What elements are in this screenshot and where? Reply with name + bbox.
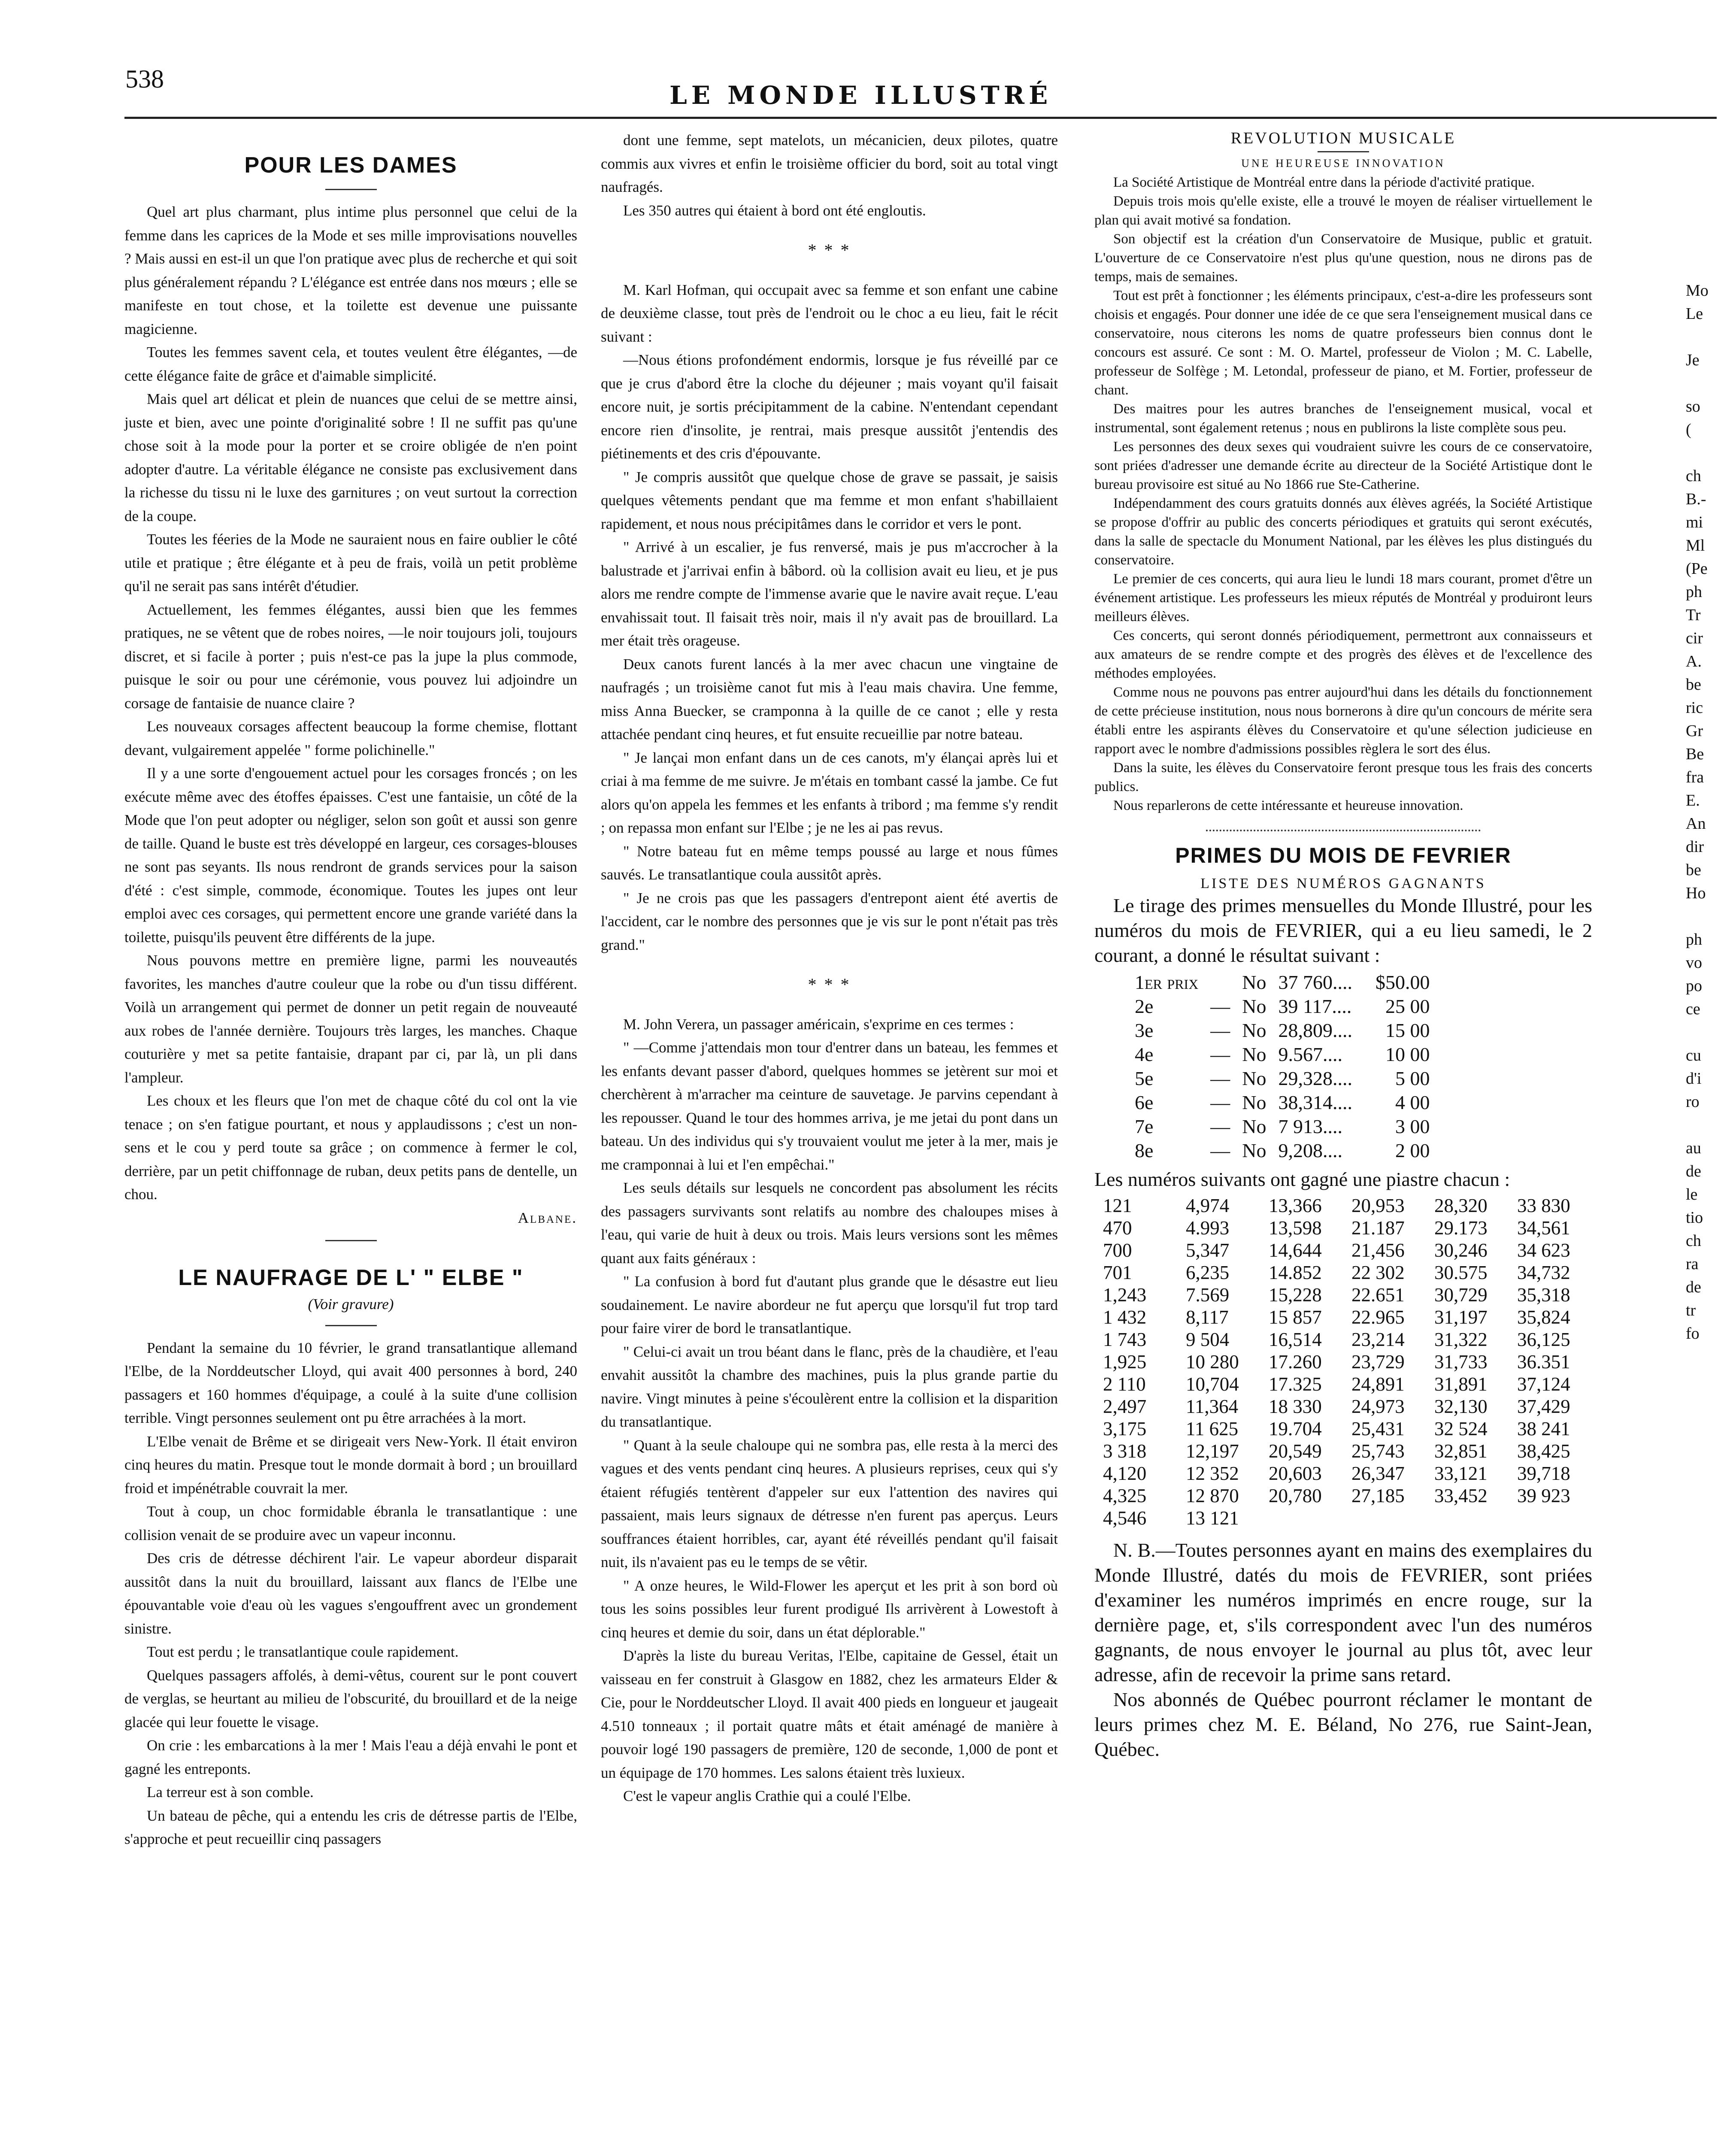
winning-number bbox=[1517, 1507, 1592, 1529]
paragraph: dont une femme, sept matelots, un mécanicien, deux pilotes, quatre commis aux vivres et enfin le troisième officier du bord, soit au total vingt naufragés. bbox=[601, 132, 1058, 195]
winning-number: 700 bbox=[1103, 1240, 1132, 1261]
winning-number: 20,549 bbox=[1269, 1440, 1322, 1462]
edge-fragment: Mo bbox=[1686, 282, 1709, 300]
winning-number: 30.575 bbox=[1434, 1262, 1488, 1283]
edge-fragment: ra bbox=[1686, 1255, 1699, 1273]
winning-number: 38,425 bbox=[1517, 1440, 1570, 1462]
edge-fragment bbox=[1686, 1113, 1733, 1137]
dames-article bbox=[124, 200, 577, 1206]
edge-fragment: ce bbox=[1686, 1000, 1700, 1018]
winning-number: 4,546 bbox=[1103, 1507, 1147, 1529]
edge-fragment: mi bbox=[1686, 513, 1703, 531]
prize-amount: 10 00 bbox=[1385, 1043, 1430, 1065]
paragraph: Deux canots furent lancés à la mer avec chacun une vingtaine de naufragés ; un troisième canot fut mis à l'eau mais chavira. Une femme, miss Anna Buecker, se cramponna à la quille de ce canot ; elle y resta attachée pendant cinq heures, et fut ensuite recueillie par notre bateau. bbox=[601, 655, 1058, 743]
revolution-title: REVOLUTION MUSICALE bbox=[1230, 129, 1456, 147]
edge-fragment: Tr bbox=[1686, 606, 1701, 624]
edge-fragment: tio bbox=[1686, 1209, 1703, 1227]
paragraph: Quelques passagers affolés, à demi-vêtus, courent sur le pont couvert de verglas, se heurtant au milieu de l'obscurité, du brouillard et de la neige glacée qui leur fouette le visage. bbox=[124, 1667, 577, 1731]
paragraph: Des maitres pour les autres branches de l'enseignement musical, vocal et instrumental, sont également retenus ; nous en publirons la liste complète sous peu. bbox=[1094, 401, 1592, 436]
dotted-divider bbox=[1206, 830, 1481, 831]
paragraph: —Nous étions profondément endormis, lorsque je fus réveillé par ce que je crus d'abord être la cloche du déjeuner ; mais voyant qu'il faisait encore nuit, je sortis précipitamment de la cabine. N'entendant cependant encore rien d'insolite, je rentrai, mais presque aussitôt j'entendis des piétinements et des cris d'épouvante. bbox=[601, 352, 1058, 462]
winning-number: 12 870 bbox=[1186, 1485, 1239, 1506]
paragraph: " —Comme j'attendais mon tour d'entrer dans un bateau, les femmes et les enfants devant passer d'abord, quelques hommes se jetèrent sur moi et cherchèrent à m'arracher ma ceinture de sauvetage. Je parvins cependant à les repousser. Quand le tour des hommes arriva, je me jetai du pont dans un bateau. Un des individus qui s'y trouvaient voulut me jeter à la mer, mais je me cramponnai à lui et l'en empêchai." bbox=[601, 1039, 1058, 1173]
paragraph: C'est le vapeur anglis Crathie qui a coulé l'Elbe. bbox=[623, 1788, 911, 1804]
paragraph: Comme nous ne pouvons pas entrer aujourd'hui dans les détails du fonctionnement de cette précieuse institution, nous nous bornerons à dire qu'un concours de mérite sera établi entre les aspirants élèves du Conservatoire et qu'une sélection judicieuse en rapport avec le nombre d'admissions possibles règlera le sort des élus. bbox=[1094, 685, 1592, 757]
prize-no-label: No bbox=[1242, 1043, 1266, 1065]
prize-rank: 8e bbox=[1135, 1140, 1154, 1161]
winning-number: 36,125 bbox=[1517, 1329, 1570, 1350]
winning-number: 4,120 bbox=[1103, 1463, 1147, 1484]
paragraph: Ces concerts, qui seront donnés périodiquement, permettront aux connaisseurs et aux amateurs de se rendre compte et des progrès des élèves et de l'excellence des méthodes employées. bbox=[1094, 628, 1592, 681]
winning-number: 35,318 bbox=[1517, 1284, 1570, 1306]
prize-row bbox=[1129, 1091, 1436, 1115]
paragraph: Quel art plus charmant, plus intime plus personnel que celui de la femme dans les caprices de la Mode et ses mille improvisations nouvelles ? Mais aussi en est-il un que l'on pratique avec plus de recherche et qui soit plus généralement répandu ? L'élégance est entrée dans nos mœurs ; elle se manifeste en tout chose, et la toilette est devenue une puissante magicienne. bbox=[124, 203, 577, 337]
winning-number: 3 318 bbox=[1103, 1440, 1147, 1462]
winning-number: 24,891 bbox=[1351, 1373, 1405, 1395]
winning-number: 14,644 bbox=[1269, 1240, 1322, 1261]
winning-number: 25,431 bbox=[1351, 1418, 1405, 1440]
prize-amount: 25 00 bbox=[1385, 995, 1430, 1017]
column-2 bbox=[601, 129, 1058, 1808]
winning-number: 34,732 bbox=[1517, 1262, 1570, 1283]
naufrage-subtitle: (Voir gravure) bbox=[308, 1296, 394, 1312]
winning-number: 31,197 bbox=[1434, 1306, 1488, 1328]
winning-number bbox=[1351, 1507, 1427, 1529]
winning-number: 28,320 bbox=[1434, 1195, 1488, 1216]
paragraph: Tout est prêt à fonctionner ; les éléments principaux, c'est-a-dire les professeurs sont choisis et engagés. Pour donner une idée de ce que sera l'enseignement musical dans ce conservatoire, nous citerons les noms de quatre professeurs bien connus dont le concours est assuré. Ce sont : M. O. Martel, professeur de Violon ; M. C. Labelle, professeur de Solfège ; M. Letondal, professeur de piano, et M. Fortier, professeur de chant. bbox=[1094, 288, 1592, 398]
edge-fragment: po bbox=[1686, 977, 1702, 995]
winning-number: 13,598 bbox=[1269, 1217, 1322, 1239]
prize-number: 7 913.... bbox=[1278, 1115, 1343, 1137]
paragraph: Tout est perdu ; le transatlantique coule rapidement. bbox=[147, 1643, 459, 1660]
edge-fragment: ro bbox=[1686, 1093, 1700, 1111]
winning-number: 20,780 bbox=[1269, 1485, 1322, 1506]
prize-amount: 5 00 bbox=[1395, 1067, 1430, 1089]
edge-fragment: ch bbox=[1686, 467, 1701, 485]
prize-row bbox=[1129, 1018, 1436, 1043]
asterism: * * * bbox=[808, 240, 851, 260]
primes-quebec: Nos abonnés de Québec pourront réclamer le montant de leurs primes chez M. E. Béland, No 276, rue Saint-Jean, Québec. bbox=[1094, 1688, 1592, 1760]
winning-number: 12,197 bbox=[1186, 1440, 1239, 1462]
winning-number: 20,953 bbox=[1351, 1195, 1405, 1216]
winning-number: 5,347 bbox=[1186, 1240, 1230, 1261]
winning-number: 701 bbox=[1103, 1262, 1132, 1283]
edge-fragment: fo bbox=[1686, 1325, 1700, 1343]
edge-fragment: B.- bbox=[1686, 490, 1706, 508]
winning-number: 38 241 bbox=[1517, 1418, 1570, 1440]
prize-amount: 2 00 bbox=[1395, 1140, 1430, 1161]
paragraph: Tout à coup, un choc formidable ébranla le transatlantique : une collision venait de se produire avec un vapeur inconnu. bbox=[124, 1503, 577, 1543]
paragraph: Le premier de ces concerts, qui aura lieu le lundi 18 mars courant, promet d'être un événement artistique. Les professeurs les mieux réputés de Montréal y produiront leurs meilleurs élèves. bbox=[1094, 571, 1592, 624]
paragraph: " Notre bateau fut en même temps poussé au large et nous fûmes sauvés. Le transatlantique coula aussitôt après. bbox=[601, 843, 1058, 883]
prize-row bbox=[1129, 1115, 1436, 1139]
edge-fragment: le bbox=[1686, 1185, 1698, 1203]
winning-number: 37,124 bbox=[1517, 1373, 1570, 1395]
winning-number: 14.852 bbox=[1269, 1262, 1322, 1283]
primes-intro: Le tirage des primes mensuelles du Monde Illustré, pour les numéros du mois de FEVRIER, qui a eu lieu samedi, le 2 courant, a donné le résultat suivant : bbox=[1094, 894, 1592, 966]
winning-number: 10 280 bbox=[1186, 1351, 1239, 1373]
prize-rank: 6e bbox=[1135, 1091, 1154, 1113]
winning-number: 1 743 bbox=[1103, 1329, 1147, 1350]
prize-rank: 4e bbox=[1135, 1043, 1154, 1065]
prize-number: 9.567.... bbox=[1278, 1043, 1343, 1065]
winning-number: 4.993 bbox=[1186, 1217, 1230, 1239]
paragraph: Les nouveaux corsages affectent beaucoup la forme chemise, flottant devant, vulgairement appelée " forme polichinelle." bbox=[124, 718, 577, 758]
paragraph: Depuis trois mois qu'elle existe, elle a trouvé le moyen de réaliser virtuellement le plan qui avait motivé sa fondation. bbox=[1094, 194, 1592, 228]
edge-fragment: so bbox=[1686, 397, 1700, 415]
primes-subtitle: LISTE DES NUMÉROS GAGNANTS bbox=[1200, 876, 1486, 891]
header-rule bbox=[124, 117, 1717, 119]
edge-fragment: cu bbox=[1686, 1046, 1701, 1064]
edge-fragment bbox=[1686, 1021, 1733, 1044]
winning-number: 11,364 bbox=[1186, 1396, 1239, 1417]
winning-number: 33,452 bbox=[1434, 1485, 1488, 1506]
prize-number: 38,314.... bbox=[1278, 1091, 1353, 1113]
prize-row bbox=[1129, 1043, 1436, 1067]
prize-rank: 5e bbox=[1135, 1067, 1154, 1089]
edge-fragment: ph bbox=[1686, 931, 1702, 949]
winning-number: 8,117 bbox=[1186, 1306, 1229, 1328]
paragraph: " A onze heures, le Wild-Flower les aperçut et les prit à son bord où tous les soins possibles leur furent prodigué Ils arrivèrent à Lowestoft à cinq heures et demie du soir, dans un état déplorable." bbox=[601, 1577, 1058, 1641]
paragraph: L'Elbe venait de Brême et se dirigeait vers New-York. Il était environ cinq heures du matin. Presque tout le monde dormait à bord ; un brouillard froid et impénétrable couvrait la mer. bbox=[124, 1433, 577, 1497]
winning-number: 2,497 bbox=[1103, 1396, 1147, 1417]
edge-fragment: vo bbox=[1686, 954, 1702, 972]
edge-fragment: tr bbox=[1686, 1301, 1696, 1319]
winning-number: 33 830 bbox=[1517, 1195, 1570, 1216]
winning-number: 4,325 bbox=[1103, 1485, 1147, 1506]
winning-number: 32 524 bbox=[1434, 1418, 1488, 1440]
prize-number: 37 760.... bbox=[1278, 971, 1353, 993]
dames-title: POUR LES DAMES bbox=[244, 153, 457, 178]
prize-number: 29,328.... bbox=[1278, 1067, 1353, 1089]
edge-fragment: ric bbox=[1686, 699, 1703, 717]
paragraph: Les seuls détails sur lesquels ne concordent pas absolument les récits des passagers survivants sont relatifs au nombre des chaloupes mises à l'eau, qui varie de huit à deux ou trois. Mais leurs versions sont les mêmes quant aux faits généraux : bbox=[601, 1179, 1058, 1267]
asterism: * * * bbox=[808, 975, 851, 994]
winning-number: 37,429 bbox=[1517, 1396, 1570, 1417]
winning-number: 29.173 bbox=[1434, 1217, 1488, 1239]
edge-fragment: dir bbox=[1686, 838, 1704, 856]
paragraph: D'après la liste du bureau Veritas, l'Elbe, capitaine de Gessel, était un vaisseau en fer construit à Glasgow en 1882, chez les armateurs Elder & Cie, pour le Norddeutscher Lloyd. Il avait 400 pieds en longueur et jaugeait 4.510 tonneaux ; il portait quatre mâts et était aménagé de manière à pouvoir logé 190 passagers de première, 120 de seconde, 1,000 de pont et un équipage de 170 hommes. Les salons étaient très luxieux. bbox=[601, 1647, 1058, 1781]
winning-number: 31,733 bbox=[1434, 1351, 1488, 1373]
prize-row bbox=[1129, 970, 1436, 994]
prize-number: 28,809.... bbox=[1278, 1019, 1353, 1041]
edge-fragment: de bbox=[1686, 1162, 1701, 1180]
prize-amount: 15 00 bbox=[1385, 1019, 1430, 1041]
winning-number: 39 923 bbox=[1517, 1485, 1570, 1506]
paragraph: La terreur est à son comble. bbox=[147, 1784, 314, 1800]
prize-rank: 2e bbox=[1135, 995, 1154, 1017]
winning-number: 15 857 bbox=[1269, 1306, 1322, 1328]
edge-fragment: de bbox=[1686, 1278, 1701, 1296]
naufrage-title: LE NAUFRAGE DE L' " ELBE " bbox=[178, 1265, 524, 1290]
edge-fragment: (Pe bbox=[1686, 560, 1708, 578]
paragraph: La Société Artistique de Montréal entre dans la période d'activité pratique. bbox=[1113, 175, 1535, 190]
winning-number: 21.187 bbox=[1351, 1217, 1405, 1239]
paragraph: Son objectif est la création d'un Conservatoire de Musique, public et gratuit. L'ouverture de ce Conservatoire n'est plus qu'une question, nous ne dirons pas de temps, mais de semaines. bbox=[1094, 231, 1592, 285]
edge-fragment: Je bbox=[1686, 351, 1700, 369]
edge-fragment: d'i bbox=[1686, 1070, 1702, 1088]
winning-number: 30,729 bbox=[1434, 1284, 1488, 1306]
paragraph: " La confusion à bord fut d'autant plus grande que le désastre eut lieu soudainement. Le navire abordeur ne fut aperçu que lorsqu'il fut trop tard pour faire virer de bord le transatlantique. bbox=[601, 1273, 1058, 1337]
prize-no-label: No bbox=[1242, 1140, 1266, 1161]
hofman-testimony bbox=[601, 279, 1058, 957]
paragraph: Nous reparlerons de cette intéressante et heureuse innovation. bbox=[1113, 798, 1463, 813]
winning-number bbox=[1269, 1507, 1344, 1529]
winning-number: 22.965 bbox=[1351, 1306, 1405, 1328]
paragraph: " Je ne crois pas que les passagers d'entrepont aient été avertis de l'accident, car le nombre des personnes que je vis sur le pont n'était pas très grand." bbox=[601, 889, 1058, 953]
paragraph: Des cris de détresse déchirent l'air. Le vapeur abordeur disparait aussitôt dans la nuit du brouillard, laissant aux flancs de l'Elbe une épouvantable voie d'eau où les vagues s'engouffrent avec un grondement sinistre. bbox=[124, 1550, 577, 1637]
paragraph: M. John Verera, un passager américain, s'exprime en ces termes : bbox=[623, 1015, 1014, 1033]
paragraph: M. Karl Hofman, qui occupait avec sa femme et son enfant une cabine de deuxième classe, tout près de l'endroit ou le choc a eu lieu, fait le récit suivant : bbox=[601, 281, 1058, 345]
winning-number: 13 121 bbox=[1186, 1507, 1239, 1529]
prize-number: 9,208.... bbox=[1278, 1140, 1343, 1161]
winning-number: 36.351 bbox=[1517, 1351, 1570, 1373]
dames-signature: Albane. bbox=[518, 1209, 577, 1226]
edge-fragment bbox=[1686, 441, 1733, 464]
prize-rank: 3e bbox=[1135, 1019, 1154, 1041]
edge-fragment: Be bbox=[1686, 745, 1704, 763]
verera-testimony bbox=[601, 1013, 1058, 1808]
paragraph: Les choux et les fleurs que l'on met de chaque côté du col ont la vie tenace ; on s'en fatigue pourtant, et nous y applaudissons ; c'est un non-sens et le cou y perd toute sa grâce ; on commence à fermer le col, derrière, par un petit chiffonnage de ruban, deux petits pans de dentelle, un chou. bbox=[124, 1092, 577, 1203]
section-divider bbox=[325, 1240, 377, 1241]
edge-fragment: ( bbox=[1686, 421, 1691, 439]
winning-number: 27,185 bbox=[1351, 1485, 1405, 1506]
title-divider bbox=[325, 1325, 377, 1326]
prize-amount: 4 00 bbox=[1395, 1091, 1430, 1113]
prize-no-label: No bbox=[1242, 1067, 1266, 1089]
edge-fragment: cir bbox=[1686, 629, 1703, 647]
prize-dash: — bbox=[1210, 1140, 1230, 1161]
winning-number: 17.260 bbox=[1269, 1351, 1322, 1373]
winning-number: 23,729 bbox=[1351, 1351, 1405, 1373]
winners-intro: Les numéros suivants ont gagné une piastre chacun : bbox=[1094, 1168, 1510, 1190]
winning-number: 18 330 bbox=[1269, 1396, 1322, 1417]
winning-number bbox=[1434, 1507, 1509, 1529]
paragraph: " Arrivé à un escalier, je fus renversé, mais je pus m'accrocher à la balustrade et j'arrivai enfin à bâbord. où la collision avait eu lieu, et je pus alors me rendre compte de l'immense avarie que le navire avait reçue. L'eau envahissait tout. Il faisait très noir, mais il n'y avait pas de brouillard. La mer était très orageuse. bbox=[601, 539, 1058, 649]
paragraph: Les personnes des deux sexes qui voudraient suivre les cours de ce conservatoire, sont priées d'adresser une demande écrite au directeur de la Société Artistique dont le bureau provisoire est situé au No 1866 rue Ste-Catherine. bbox=[1094, 439, 1592, 492]
winning-numbers-grid bbox=[1103, 1194, 1592, 1529]
prize-no-label: No bbox=[1242, 995, 1266, 1017]
edge-fragment: A. bbox=[1686, 652, 1702, 670]
prize-dash: — bbox=[1210, 1019, 1230, 1041]
edge-fragment: be bbox=[1686, 861, 1701, 879]
revolution-article bbox=[1094, 173, 1592, 815]
winning-number: 24,973 bbox=[1351, 1396, 1405, 1417]
edge-fragment bbox=[1686, 325, 1733, 349]
winning-number: 3,175 bbox=[1103, 1418, 1147, 1440]
winning-number: 33,121 bbox=[1434, 1463, 1488, 1484]
prize-dash bbox=[1204, 970, 1236, 994]
winning-number: 21,456 bbox=[1351, 1240, 1405, 1261]
edge-fragment: ch bbox=[1686, 1232, 1701, 1250]
paragraph: On crie : les embarcations à la mer ! Mais l'eau a déjà envahi le pont et gagné les entreponts. bbox=[124, 1737, 577, 1777]
edge-fragment: An bbox=[1686, 815, 1706, 833]
winning-number: 12 352 bbox=[1186, 1463, 1239, 1484]
title-divider bbox=[1318, 151, 1369, 152]
paragraph: Indépendamment des cours gratuits donnés aux élèves agréés, la Société Artistique se propose d'offrir au public des concerts périodiques et gratuits qui seront exécutés, dans la salle de spectacle du Monument National, par les élèves les plus distingués du conservatoire. bbox=[1094, 496, 1592, 568]
winning-number: 1,925 bbox=[1103, 1351, 1147, 1373]
winning-number: 34 623 bbox=[1517, 1240, 1570, 1261]
winning-number: 1 432 bbox=[1103, 1306, 1147, 1328]
prize-dash: — bbox=[1210, 1091, 1230, 1113]
prize-no-label: No bbox=[1242, 1091, 1266, 1113]
winning-number: 32,130 bbox=[1434, 1396, 1488, 1417]
edge-fragment: E. bbox=[1686, 791, 1700, 809]
prize-rank: 7e bbox=[1135, 1115, 1154, 1137]
prize-no-label: No bbox=[1242, 971, 1266, 993]
prize-number: 39 117.... bbox=[1278, 995, 1352, 1017]
winning-number: 22.651 bbox=[1351, 1284, 1405, 1306]
prize-dash: — bbox=[1210, 1115, 1230, 1137]
winning-number: 39,718 bbox=[1517, 1463, 1570, 1484]
prize-no-label: No bbox=[1242, 1019, 1266, 1041]
column-3 bbox=[1094, 129, 1592, 1762]
paragraph: " Je compris aussitôt que quelque chose de grave se passait, je saisis quelques vêtements pendant que ma femme et mon enfant s'habillaient rapidement, et nous nous précipitâmes dans le corridor et vers le pont. bbox=[601, 468, 1058, 532]
paragraph: Il y a une sorte d'engouement actuel pour les corsages froncés ; on les exécute même avec des étoffes épaisses. C'est une fantaisie, un côté de la Mode que l'on peut adopter ou négliger, selon son goût et aussi son genre de taille. Quand le buste est très développé en largeur, ces corsages-blouses ne sont pas seyants. Ils nous rendront de grands services pour la saison d'été : c'est simple, commode, économique. Toutes les jupes ont leur emploi avec ces corsages, qui permettent encore une grande variété dans la toilette, puisqu'ils peuvent être différents de la jupe. bbox=[124, 765, 577, 946]
winning-number: 22 302 bbox=[1351, 1262, 1405, 1283]
winning-number: 1,243 bbox=[1103, 1284, 1147, 1306]
winning-number: 26,347 bbox=[1351, 1463, 1405, 1484]
paragraph: Mais quel art délicat et plein de nuances que celui de se mettre ainsi, juste et bien, avec une pointe d'originalité sobre ! Il ne suffit pas qu'une chose soit à la mode pour la porter et se croire obligée de n'en point adopter d'autre. La véritable élégance ne consiste pas exclusivement dans la richesse du tissu ni le luxe des garnitures ; on veut surtout la correction de la coupe. bbox=[124, 391, 577, 524]
winning-number: 16,514 bbox=[1269, 1329, 1322, 1350]
naufrage-article-part-2 bbox=[601, 129, 1058, 222]
prize-row bbox=[1129, 1139, 1436, 1163]
edge-fragment: Ml bbox=[1686, 536, 1705, 555]
winning-number: 13,366 bbox=[1269, 1195, 1322, 1216]
winning-number: 34,561 bbox=[1517, 1217, 1570, 1239]
column-1 bbox=[124, 129, 577, 1851]
paragraph: Les 350 autres qui étaient à bord ont été engloutis. bbox=[623, 202, 926, 219]
edge-fragment bbox=[1686, 905, 1733, 928]
edge-fragment: be bbox=[1686, 676, 1701, 694]
paragraph: Pendant la semaine du 10 février, le grand transatlantique allemand l'Elbe, de la Norddeutscher Lloyd, qui avait 400 personnes à bord, 240 passagers et 160 hommes d'équipage, a coulé à la suite d'une collision terrible. Vingt personnes seulement ont pu être arrachées à la mort. bbox=[124, 1339, 577, 1426]
paragraph: Toutes les femmes savent cela, et toutes veulent être élégantes, —de cette élégance faite de grâce et d'aimable simplicité. bbox=[124, 344, 577, 384]
winning-number: 23,214 bbox=[1351, 1329, 1405, 1350]
paragraph: " Quant à la seule chaloupe qui ne sombra pas, elle resta à la merci des vagues et des vents pendant cinq heures. A plusieurs reprises, ceux qui s'y étaient réfugiés tentèrent d'appeler sur eux l'attention des navires qui passaient, mais leurs signaux de détresse n'en furent pas aperçus. Leurs souffrances étaient horribles, car, ayant été réveillés pendant qu'il faisait nuit, ils n'avaient pas eu le temps de se vêtir. bbox=[601, 1437, 1058, 1570]
edge-fragment: fra bbox=[1686, 768, 1704, 786]
paragraph: Dans la suite, les élèves du Conservatoire feront presque tous les frais des concerts publics. bbox=[1094, 760, 1592, 794]
paragraph: Toutes les féeries de la Mode ne sauraient nous en faire oublier le côté utile et pratique ; être élégante et à peu de frais, voilà un petit problème qu'il ne serait pas sans intérêt d'étudier. bbox=[124, 531, 577, 594]
winning-number: 2 110 bbox=[1103, 1373, 1146, 1395]
winning-number: 31,322 bbox=[1434, 1329, 1488, 1350]
edge-fragment: Gr bbox=[1686, 722, 1703, 740]
prize-rank: 1er prix bbox=[1135, 971, 1199, 993]
winning-number: 20,603 bbox=[1269, 1463, 1322, 1484]
winning-number: 7.569 bbox=[1186, 1284, 1230, 1306]
prize-dash: — bbox=[1210, 995, 1230, 1017]
edge-fragment bbox=[1686, 372, 1733, 395]
prize-dash: — bbox=[1210, 1067, 1230, 1089]
paragraph: " Celui-ci avait un trou béant dans le flanc, près de la chaudière, et l'eau envahit aussitôt la chambre des machines, puis la plus grande partie du navire. Vingt minutes à peine s'écoulèrent entre la collision et la disparition du transatlantique. bbox=[601, 1343, 1058, 1430]
winning-number: 121 bbox=[1103, 1195, 1132, 1216]
primes-title: PRIMES DU MOIS DE FEVRIER bbox=[1175, 843, 1512, 867]
winning-number: 15,228 bbox=[1269, 1284, 1322, 1306]
edge-fragment: Le bbox=[1686, 305, 1703, 323]
winning-number: 9 504 bbox=[1186, 1329, 1230, 1350]
page-number: 538 bbox=[125, 65, 164, 93]
paragraph: " Je lançai mon enfant dans un de ces canots, m'y élançai après lui et criai à ma femme de me suivre. Je m'étais en tombant cassé la jambe. Ce fut alors qu'on appela les femmes et les enfants à tribord ; ma femme s'y rendit ; on repassa mon enfant sur l'Elbe ; je ne les ai pas revus. bbox=[601, 749, 1058, 836]
prize-dash: — bbox=[1210, 1043, 1230, 1065]
edge-fragment: au bbox=[1686, 1139, 1701, 1157]
adjacent-page-fragment bbox=[1686, 279, 1733, 1345]
paragraph: Un bateau de pêche, qui a entendu les cris de détresse partis de l'Elbe, s'approche et peut recueillir cinq passagers bbox=[124, 1807, 577, 1847]
edge-fragment: Ho bbox=[1686, 884, 1706, 902]
naufrage-article-part-1 bbox=[124, 1337, 577, 1851]
winning-number: 30,246 bbox=[1434, 1240, 1488, 1261]
prize-table bbox=[1129, 970, 1436, 1163]
prize-amount: 3 00 bbox=[1395, 1115, 1430, 1137]
paragraph: Nous pouvons mettre en première ligne, parmi les nouveautés favorites, les manches d'autre couleur que la robe ou d'un tissu différent. Voilà un arrangement qui permet de donner un petit regain de nouveauté aux robes de l'année dernière. Toujours très larges, les manches. Chaque couturière y met sa petite fantaisie, drapant par ci, par là, un pli dans l'ampleur. bbox=[124, 952, 577, 1086]
paragraph: Actuellement, les femmes élégantes, aussi bien que les femmes pratiques, ne se vêtent que de robes noires, —le noir toujours joli, toujours discret, et si facile à porter ; puis n'est-ce pas la jupe la plus commode, puisque le soir ou pour une cérémonie, vous pouvez lui adjoindre un corsage de fantaisie de nuance claire ? bbox=[124, 601, 577, 712]
prize-amount: $50.00 bbox=[1375, 971, 1430, 993]
revolution-subtitle: UNE HEUREUSE INNOVATION bbox=[1241, 157, 1445, 170]
winning-number: 470 bbox=[1103, 1217, 1132, 1239]
winning-number: 32,851 bbox=[1434, 1440, 1488, 1462]
winning-number: 10,704 bbox=[1186, 1373, 1239, 1395]
winning-number: 11 625 bbox=[1186, 1418, 1239, 1440]
prize-row bbox=[1129, 994, 1436, 1018]
winning-number: 4,974 bbox=[1186, 1195, 1230, 1216]
edge-fragment: ph bbox=[1686, 583, 1702, 601]
winning-number: 35,824 bbox=[1517, 1306, 1570, 1328]
winning-number: 17.325 bbox=[1269, 1373, 1322, 1395]
prize-row bbox=[1129, 1067, 1436, 1091]
winning-number: 31,891 bbox=[1434, 1373, 1488, 1395]
prize-no-label: No bbox=[1242, 1115, 1266, 1137]
winning-number: 6,235 bbox=[1186, 1262, 1230, 1283]
winning-number: 19.704 bbox=[1269, 1418, 1322, 1440]
masthead: LE MONDE ILLUSTRÉ bbox=[670, 81, 1052, 110]
winning-number: 25,743 bbox=[1351, 1440, 1405, 1462]
primes-nb: N. B.—Toutes personnes ayant en mains des exemplaires du Monde Illustré, datés du mois de FEVRIER, sont priées d'examiner les numéros imprimés en encre rouge, sur la dernière page, et, s'ils correspondent avec l'un des numéros gagnants, de nous envoyer le journal au plus tôt, avec leur adresse, afin de recevoir la prime sans retard. bbox=[1094, 1539, 1592, 1685]
title-divider bbox=[325, 189, 377, 190]
